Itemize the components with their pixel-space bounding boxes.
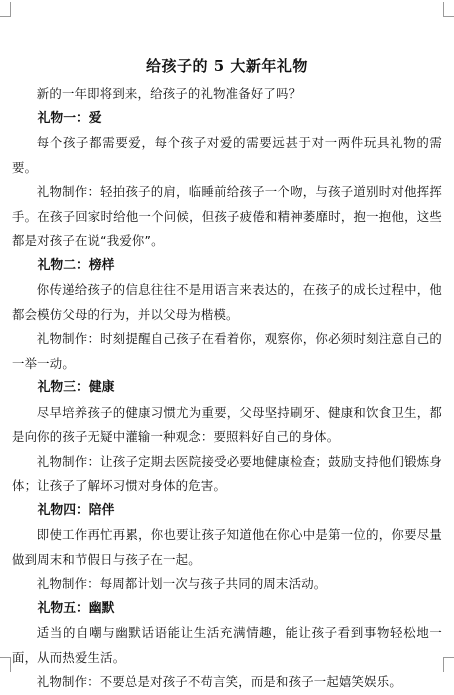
gift-2-howto: 礼物制作：时刻提醒自己孩子在看着你，观察你，你必须时刻注意自己的一举一动。: [12, 331, 442, 371]
crop-mark-top-right: [443, 2, 454, 17]
document-body: [12, 56, 442, 695]
gift-2-heading: 礼物二：榜样: [37, 257, 115, 273]
crop-mark-top-left: [0, 2, 11, 17]
intro-paragraph: 新的一年即将到来，给孩子的礼物准备好了吗？: [36, 86, 302, 101]
crop-mark-bottom-right: [443, 657, 454, 672]
gift-2-description: 你传递给孩子的信息往往不是用语言来表达的，在孩子的成长过程中，他都会模仿父母的行为，并以父母为楷模。: [12, 282, 442, 322]
gift-3-heading: 礼物三：健康: [37, 380, 115, 395]
gift-3-description: 尽早培养孩子的健康习惯尤为重要，父母坚持刷牙、健康和饮食卫生，都是向你的孩子无疑中灌输一种观念：要照料好自己的身体。: [12, 404, 442, 444]
gift-1-howto: 礼物制作：轻拍孩子的肩，临睡前给孩子一个吻，与孩子道别时对他挥挥手。在孩子回家时给他一个问候，但孩子疲倦和精神萎靡时，抱一抱他，这些都是对孩子在说“我爱你”。: [12, 184, 442, 248]
gift-4-heading: 礼物四：陪伴: [37, 502, 115, 518]
crop-mark-bottom-left: [0, 657, 11, 672]
gift-1-heading: 礼物一：爱: [37, 110, 102, 126]
gift-5-description: 适当的自嘲与幽默话语能让生活充满情趣，能让孩子看到事物轻松地一面，从而热爱生活。: [12, 625, 442, 665]
gift-5-heading: 礼物五：幽默: [37, 600, 115, 616]
gift-4-description: 即使工作再忙再累，你也要让孩子知道他在你心中是第一位的，你要尽量做到周末和节假日与孩子在一起。: [12, 527, 442, 567]
gift-1-description: 每个孩子都需要爱，每个孩子对爱的需要远甚于对一两件玩具礼物的需要。: [12, 135, 442, 175]
gift-5-howto: 礼物制作：不要总是对孩子不苟言笑，而是和孩子一起嬉笑娱乐。: [36, 674, 402, 689]
document-title: 给孩子的 5 大新年礼物: [146, 57, 308, 75]
gift-3-howto: 礼物制作：让孩子定期去医院接受必要地健康检查；鼓励支持他们锻炼身体；让孩子了解坏习惯对身体的危害。: [12, 453, 442, 493]
gift-4-howto: 礼物制作：每周都计划一次与孩子共同的周末活动。: [36, 576, 327, 591]
